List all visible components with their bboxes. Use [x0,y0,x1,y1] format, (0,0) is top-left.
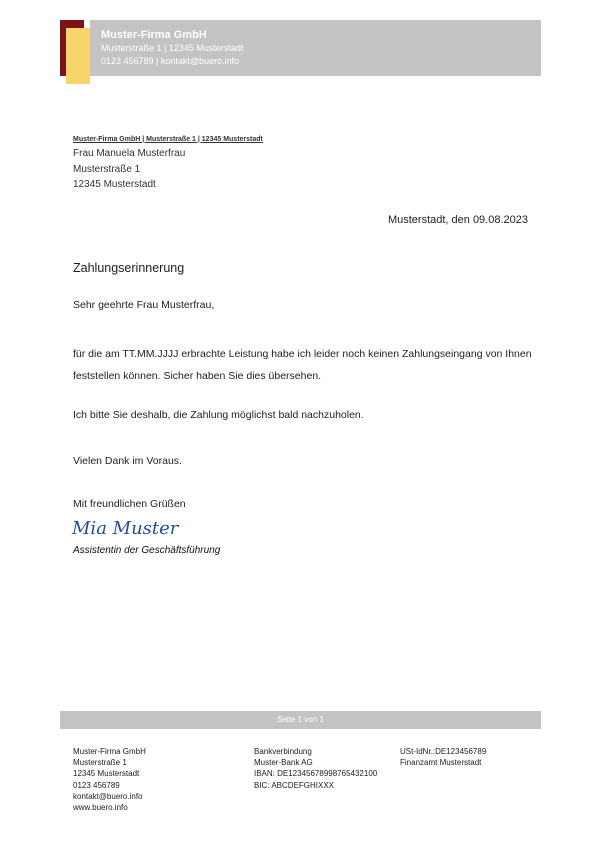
footer-phone: 0123 456789 [73,780,120,790]
footer-street: Musterstraße 1 [73,758,127,768]
closing: Mit freundlichen Grüßen [73,498,186,510]
letter-date: Musterstadt, den 09.08.2023 [387,214,528,226]
footer-bank-heading: Bankverbindung [254,747,312,756]
footer-tax-office: Finanzamt Musterstadt [400,758,482,768]
sender-return-line: Muster-Firma GmbH | Musterstraße 1 | 12345 Musterstadt [73,136,263,143]
footer-company-name: Muster-Firma GmbH [73,747,146,756]
footer-iban: IBAN: DE12345678998765432100 [254,769,378,779]
footer-company-info [73,746,146,813]
letter-subject: Zahlungserinnerung [73,261,185,275]
signature: Mia Muster [72,518,179,539]
signature-title: Assistentin der Geschäftsführung [73,545,221,556]
letterhead-bar [90,20,541,76]
body-paragraph-3: Vielen Dank im Voraus. [73,455,182,467]
footer-bic: BIC: ABCDEFGHIXXX [254,780,335,790]
letterhead-company: Muster-Firma GmbH [101,29,207,41]
page-number-bar: Seite 1 von 1 [60,711,541,729]
footer-website: www.buero.info [73,803,128,813]
recipient-name: Frau Manuela Musterfrau [73,148,186,159]
footer-vat-id: USt-IdNr.:DE123456789 [400,747,487,756]
footer-tax-info [400,746,486,768]
letterhead-address: Musterstraße 1 | 12345 Musterstadt [101,43,244,53]
footer-bank-info [254,746,377,791]
recipient-street: Musterstraße 1 [73,163,141,175]
footer-bank-name: Muster-Bank AG [254,758,313,768]
salutation: Sehr geehrte Frau Musterfrau, [73,299,215,311]
letterhead-contact: 0123 456789 | kontakt@buero.info [101,56,240,66]
recipient-address [73,146,185,193]
footer-city: 12345 Musterstadt [73,769,140,779]
body-paragraph-1: für die am TT.MM.JJJJ erbrachte Leistung habe ich leider noch keinen Zahlungseingang von Ihnen feststellen können. Sicher haben Sie dies übersehen. [73,348,532,382]
footer-email: kontakt@buero.info [73,791,143,801]
recipient-city: 12345 Musterstadt [73,179,156,190]
logo-light-block [66,28,90,84]
body-paragraph-2: Ich bitte Sie deshalb, die Zahlung möglichst bald nachzuholen. [73,409,364,421]
